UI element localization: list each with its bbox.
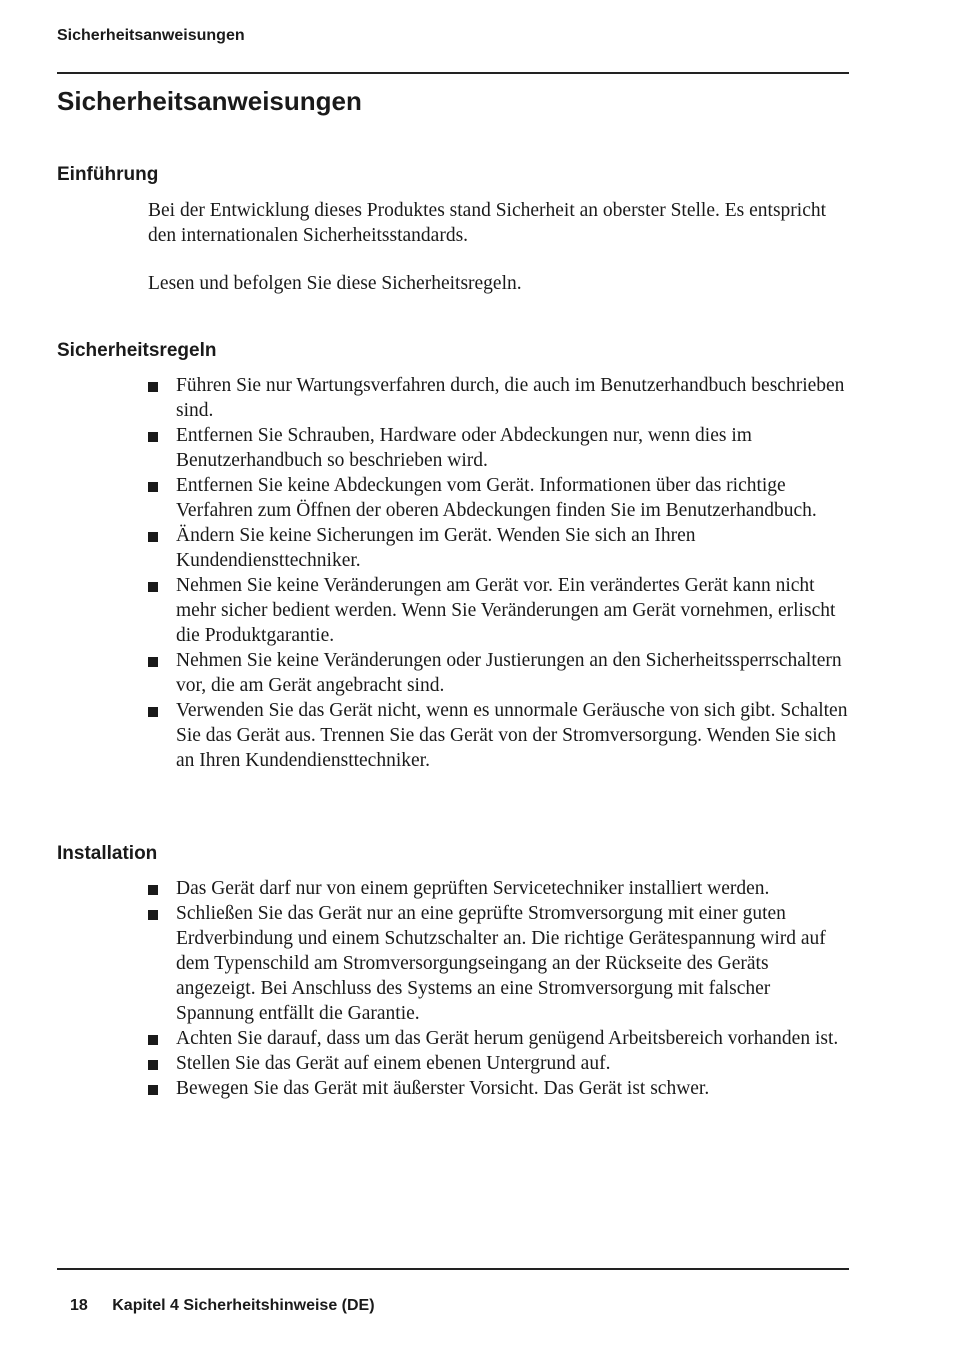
- page-title: Sicherheitsanweisungen: [57, 86, 362, 116]
- page-number: 18: [70, 1297, 88, 1314]
- list-item-text: Verwenden Sie das Gerät nicht, wenn es unnormale Geräusche von sich gibt. Schalten Sie das Gerät aus. Trennen Sie das Gerät von der Stromversorgung. Wenden Sie sich an Ihren Kundendiensttechniker.: [176, 700, 848, 771]
- list-item: [148, 523, 850, 573]
- section-heading-intro: Einführung: [57, 164, 159, 185]
- bullet-square-icon: [148, 885, 158, 895]
- list-item-text: Das Gerät darf nur von einem geprüften Servicetechniker installiert werden.: [176, 878, 770, 899]
- list-item: [148, 648, 850, 698]
- list-item-text: Entfernen Sie Schrauben, Hardware oder Abdeckungen nur, wenn dies im Benutzerhandbuch so beschrieben wird.: [176, 425, 752, 471]
- list-item: [148, 423, 850, 473]
- list-item-text: Bewegen Sie das Gerät mit äußerster Vorsicht. Das Gerät ist schwer.: [176, 1078, 710, 1099]
- list-item-text: Nehmen Sie keine Veränderungen am Gerät vor. Ein verändertes Gerät kann nicht mehr sicher bedient werden. Wenn Sie Veränderungen am Gerät vornehmen, erlischt die Produktgarantie.: [176, 575, 836, 646]
- running-header: Sicherheitsanweisungen: [57, 27, 245, 44]
- list-item-text: Nehmen Sie keine Veränderungen oder Justierungen an den Sicherheitssperrschaltern vor, die am Gerät angebracht sind.: [176, 650, 842, 696]
- list-item: [148, 901, 850, 1026]
- list-item-text: Führen Sie nur Wartungsverfahren durch, die auch im Benutzerhandbuch beschrieben sind.: [176, 375, 845, 421]
- chapter-title: Kapitel 4 Sicherheitshinweise (DE): [112, 1297, 375, 1314]
- bullet-square-icon: [148, 532, 158, 542]
- intro-body: [148, 198, 848, 296]
- section-heading-rules: Sicherheitsregeln: [57, 340, 217, 361]
- list-item: [148, 373, 850, 423]
- list-item: [148, 1076, 850, 1101]
- bullet-square-icon: [148, 910, 158, 920]
- intro-paragraph: Bei der Entwicklung dieses Produktes stand Sicherheit an oberster Stelle. Es entspricht den internationalen Sicherheitsstandards.: [148, 200, 827, 246]
- bullet-square-icon: [148, 1060, 158, 1070]
- list-item-text: Achten Sie darauf, dass um das Gerät herum genügend Arbeitsbereich vorhanden ist.: [176, 1028, 839, 1049]
- list-item-text: Entfernen Sie keine Abdeckungen vom Gerät. Informationen über das richtige Verfahren zum Öffnen der oberen Abdeckungen finden Sie im Benutzerhandbuch.: [176, 475, 817, 521]
- bullet-square-icon: [148, 1035, 158, 1045]
- bullet-square-icon: [148, 657, 158, 667]
- bullet-square-icon: [148, 1085, 158, 1095]
- list-item: [148, 876, 850, 901]
- installation-list: [148, 876, 850, 1101]
- bullet-square-icon: [148, 432, 158, 442]
- list-item: [148, 473, 850, 523]
- intro-paragraph: Lesen und befolgen Sie diese Sicherheitsregeln.: [148, 273, 522, 294]
- bullet-square-icon: [148, 382, 158, 392]
- section-heading-installation: Installation: [57, 843, 158, 864]
- bullet-square-icon: [148, 707, 158, 717]
- rules-list: [148, 373, 850, 773]
- list-item-text: Stellen Sie das Gerät auf einem ebenen Untergrund auf.: [176, 1053, 611, 1074]
- footer-rule: [57, 1268, 849, 1270]
- list-item-text: Ändern Sie keine Sicherungen im Gerät. Wenden Sie sich an Ihren Kundendiensttechniker.: [176, 525, 696, 571]
- list-item: [148, 1051, 850, 1076]
- list-item: [148, 573, 850, 648]
- bullet-square-icon: [148, 582, 158, 592]
- header-rule: [57, 72, 849, 74]
- page-footer: [70, 1297, 375, 1315]
- list-item: [148, 1026, 850, 1051]
- list-item: [148, 698, 850, 773]
- list-item-text: Schließen Sie das Gerät nur an eine geprüfte Stromversorgung mit einer guten Erdverbindung und einem Schutzschalter an. Die richtige Gerätespannung wird auf dem Typenschild am Stromversorgungseingang an der Rückseite des Geräts angezeigt. Bei Anschluss des Systems an eine Stromversorgung mit falscher Spannung entfällt die Garantie.: [176, 903, 826, 1024]
- bullet-square-icon: [148, 482, 158, 492]
